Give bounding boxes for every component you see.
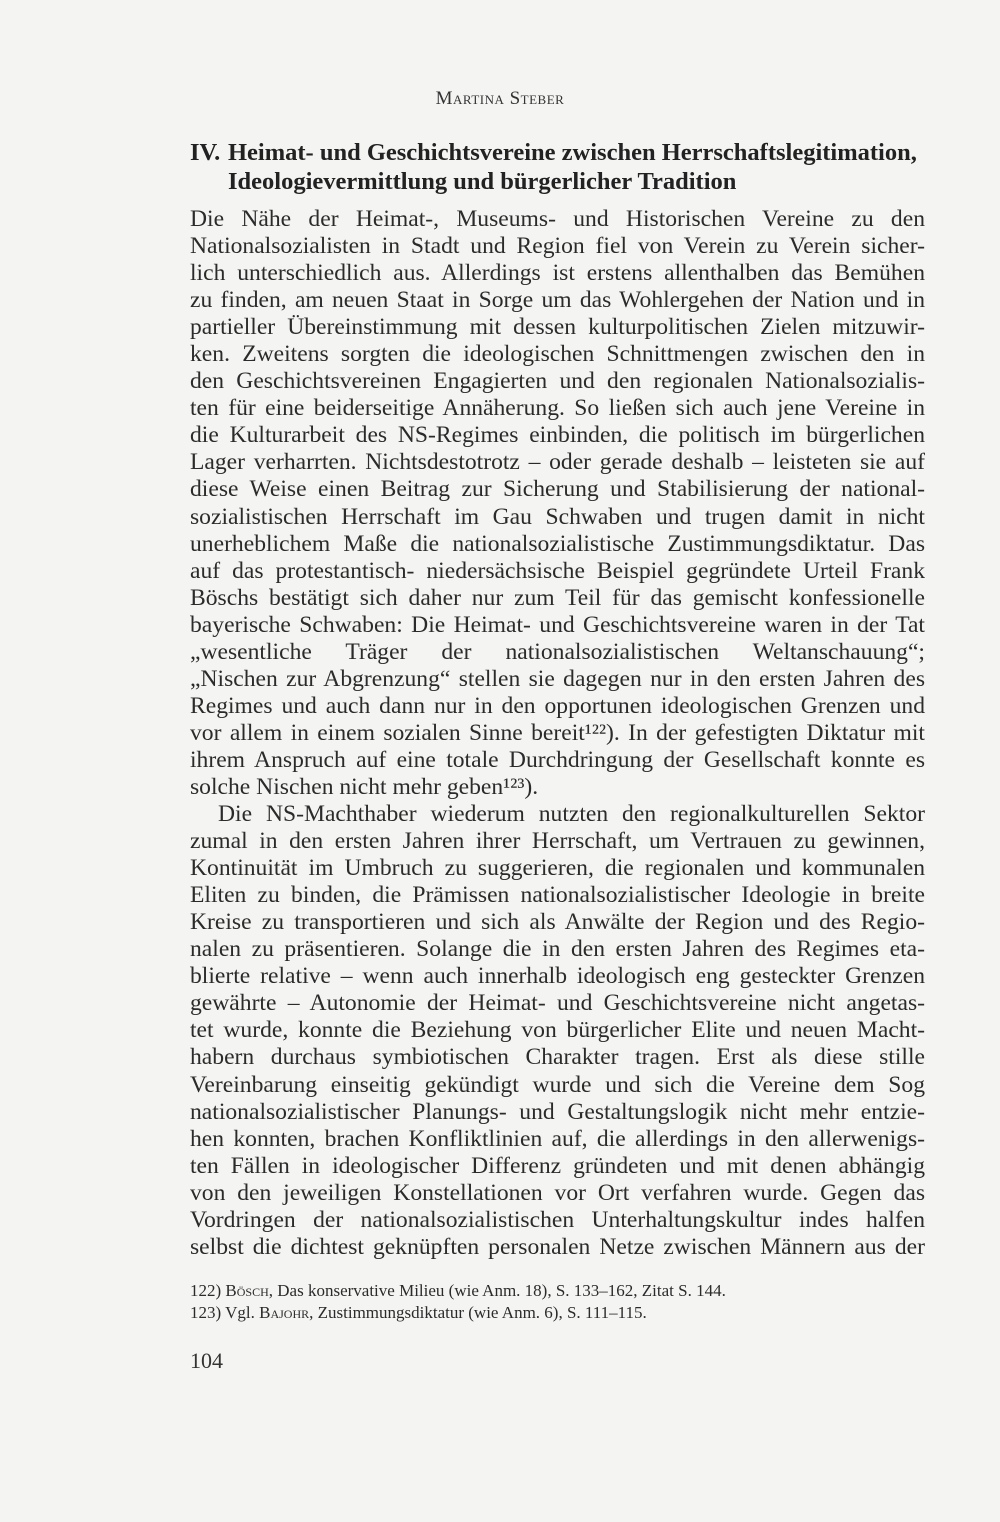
text-line: Regimes und auch dann nur in den opportunen ideologischen Grenzen und (190, 692, 925, 719)
text-line: nationalsozialistischer Planungs- und Gestaltungslogik nicht mehr entzie- (190, 1098, 925, 1125)
text-line: solche Nischen nicht mehr geben¹²³). (190, 773, 539, 800)
text-line: gewährte – Autonomie der Heimat- und Geschichtsvereine nicht angetas- (190, 990, 925, 1017)
text-line: auf das protestantisch- niedersächsische Beispiel gegründete Urteil Frank (190, 557, 925, 584)
text-line: zu finden, am neuen Staat in Sorge um das Wohlergehen der Nation und in (190, 287, 925, 314)
running-head: Martina Steber (435, 88, 565, 109)
text-line: selbst die dichtest geknüpften personalen Netze zwischen Männern aus der (190, 1233, 925, 1260)
text-line: ihrem Anspruch auf eine totale Durchdringung der Gesellschaft konnte es (190, 746, 925, 773)
text-line: „wesentliche Träger der nationalsozialistischen Weltanschauung“; (190, 638, 925, 665)
footnote-123 (190, 1302, 925, 1324)
text-line: Lager verharrten. Nichtsdestotrotz – oder gerade deshalb – leisteten sie auf (190, 449, 925, 476)
text-line: ten für eine beiderseitige Annäherung. So ließen sich auch jene Vereine in (190, 395, 925, 422)
text-line: Eliten zu binden, die Prämissen nationalsozialistischer Ideologie in breite (190, 882, 925, 909)
text-line: hen konnten, brachen Konfliktlinien auf, die allerdings in den allerwenigs- (190, 1125, 925, 1152)
footnote-author: Bösch (225, 1281, 269, 1300)
text-line: Böschs bestätigt sich daher nur zum Teil für das gemischt konfessionelle (190, 584, 925, 611)
text-line: die Kulturarbeit des NS-Regimes einbinden, die politisch im bürgerlichen (190, 422, 925, 449)
text-line: Kreise zu transportieren und sich als Anwälte der Region und des Regio- (190, 909, 925, 936)
footnote-mark: 123) (190, 1303, 222, 1322)
text-line: Die Nähe der Heimat-, Museums- und Historischen Vereine zu den (190, 206, 925, 232)
text-line: blierte relative – wenn auch innerhalb ideologisch eng gesteckter Grenzen (190, 963, 925, 990)
text-line: ten Fällen in ideologischer Differenz gründeten und mit denen abhängig (190, 1152, 925, 1179)
text-line: „Nischen zur Abgrenzung“ stellen sie dagegen nur in den ersten Jahren des (190, 665, 925, 692)
footnote-mark: 122) (190, 1281, 222, 1300)
body-text (190, 206, 925, 1261)
text-line: Vordringen der nationalsozialistischen Unterhaltungskultur indes halfen (190, 1206, 925, 1233)
text-line: nalen zu präsentieren. Solange die in den ersten Jahren des Regimes eta- (190, 936, 925, 963)
footnote-text: , Das konservative Milieu (wie Anm. 18), S. 133–162, Zitat S. 144. (268, 1281, 726, 1300)
text-line: Vereinbarung einseitig gekündigt wurde und sich die Vereine dem Sog (190, 1071, 925, 1098)
text-line: sozialistischen Herrschaft im Gau Schwaben und trugen damit in nicht (190, 503, 925, 530)
text-line: den Geschichtsvereinen Engagierten und den regionalen Nationalsozialis- (190, 368, 925, 395)
text-line: lich unterschiedlich aus. Allerdings ist erstens allenthalben das Bemühen (190, 260, 925, 287)
section-number: IV. (190, 139, 221, 166)
text-line: Nationalsozialisten in Stadt und Region fiel von Verein zu Verein sicher- (190, 233, 925, 260)
text-line: zumal in den ersten Jahren ihrer Herrschaft, um Vertrauen zu gewinnen, (190, 828, 925, 855)
footnote-prefix: Vgl. (225, 1303, 260, 1322)
text-line: habern durchaus symbiotischen Charakter tragen. Erst als diese stille (190, 1044, 925, 1071)
text-line: partieller Übereinstimmung mit dessen kulturpolitischen Zielen mitzuwir- (190, 314, 925, 341)
footnote-122 (190, 1280, 925, 1302)
footnotes (190, 1280, 925, 1324)
text-line: diese Weise einen Beitrag zur Sicherung und Stabilisierung der national- (190, 476, 925, 503)
section-title-line-2: Ideologievermittlung und bürgerlicher Tradition (228, 168, 737, 195)
text-line: von den jeweiligen Konstellationen vor Ort verfahren wurde. Gegen das (190, 1179, 925, 1206)
text-line: Die NS-Machthaber wiederum nutzten den regionalkulturellen Sektor (218, 801, 925, 828)
text-line: unerheblichem Maße die nationalsozialistische Zustimmungsdiktatur. Das (190, 530, 925, 557)
section-heading (190, 138, 925, 196)
page-number: 104 (190, 1348, 223, 1373)
text-line: ken. Zweitens sorgten die ideologischen Schnittmengen zwischen den in (190, 341, 925, 368)
text-line: tet wurde, konnte die Beziehung von bürgerlicher Elite und neuen Macht- (190, 1017, 925, 1044)
section-title-line-1: Heimat- und Geschichtsvereine zwischen Herrschaftslegitimation, (228, 139, 917, 166)
footnote-author: Bajohr (259, 1303, 310, 1322)
text-line: vor allem in einem sozialen Sinne bereit¹²²). In der gefestigten Diktatur mit (190, 719, 925, 746)
text-line: Kontinuität im Umbruch zu suggerieren, die regionalen und kommunalen (190, 855, 925, 882)
text-line: bayerische Schwaben: Die Heimat- und Geschichtsvereine waren in der Tat (190, 611, 925, 638)
footnote-text: , Zustimmungsdiktatur (wie Anm. 6), S. 111–115. (309, 1303, 647, 1322)
